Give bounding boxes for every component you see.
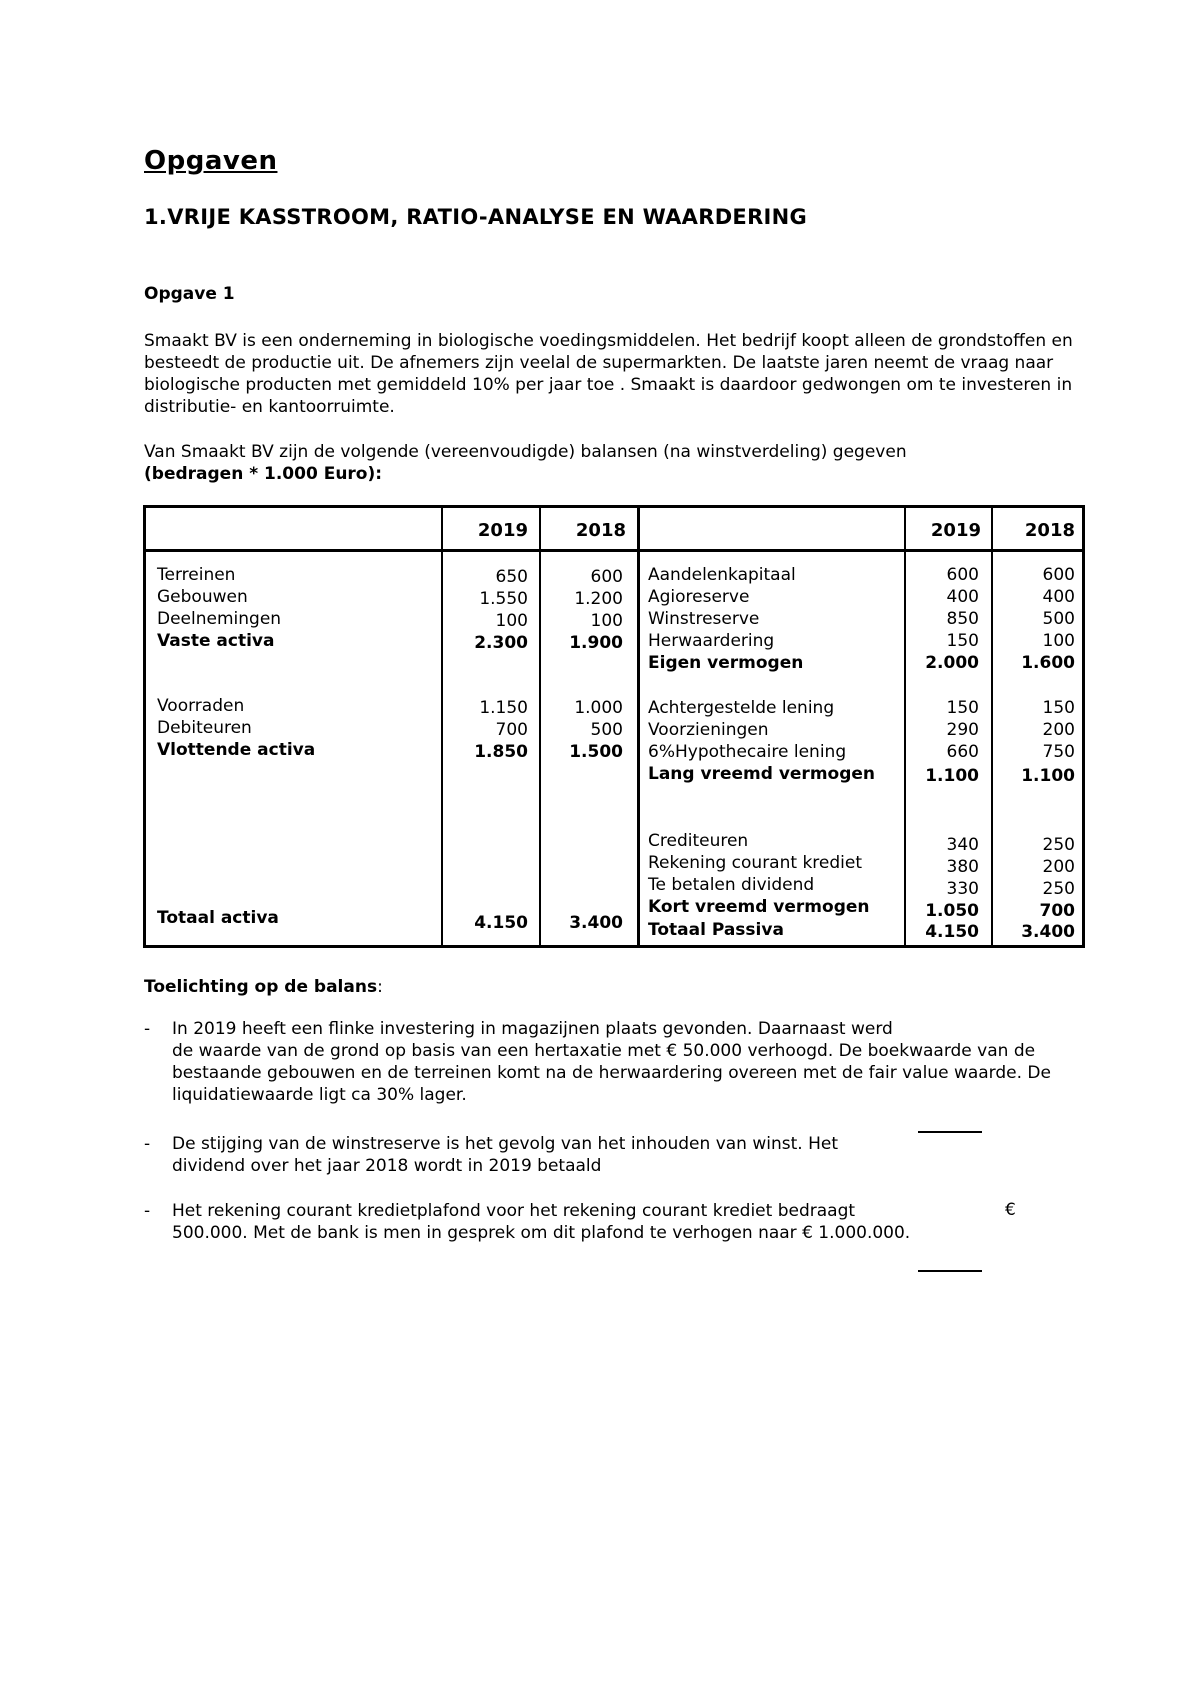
totaal-activa-label: Totaal activa <box>157 908 279 928</box>
passiva-value-2018: 250 <box>1042 879 1075 899</box>
passiva-row-label: Eigen vermogen <box>648 653 804 673</box>
col-divider-middle <box>637 508 640 945</box>
note-bullet <box>144 1200 1064 1244</box>
activa-value-2018: 500 <box>590 720 623 740</box>
activa-value-2019: 650 <box>495 567 528 587</box>
passiva-row-label: Rekening courant krediet <box>648 853 863 873</box>
header-activa-2019: 2019 <box>477 520 528 541</box>
balance-intro-units: (bedragen * 1.000 Euro): <box>144 464 383 484</box>
passiva-value-2018: 250 <box>1042 835 1075 855</box>
activa-value-2018: 1.200 <box>574 589 623 609</box>
totaal-activa-2019: 4.150 <box>474 913 528 933</box>
passiva-value-2019: 850 <box>946 609 979 629</box>
passiva-row-label: Lang vreemd vermogen <box>648 764 876 784</box>
euro-sign: € <box>1005 1200 1016 1220</box>
header-passiva-2018: 2018 <box>1024 520 1075 541</box>
bullet-dash: - <box>144 1019 151 1039</box>
passiva-row-label: Winstreserve <box>648 609 760 629</box>
notes-title-text: Toelichting op de balans <box>144 977 378 997</box>
totaal-passiva-2019: 4.150 <box>925 922 979 942</box>
passiva-row-label: Herwaardering <box>648 631 775 651</box>
passiva-row-label: 6%Hypothecaire lening <box>648 742 847 762</box>
bullet-dash: - <box>144 1134 151 1154</box>
header-passiva-2019: 2019 <box>930 520 981 541</box>
activa-value-2019: 700 <box>495 720 528 740</box>
activa-row-label: Gebouwen <box>157 587 248 607</box>
passiva-value-2019: 330 <box>946 879 979 899</box>
passiva-row-label: Crediteuren <box>648 831 749 851</box>
passiva-row-label: Voorzieningen <box>648 720 769 740</box>
passiva-row-label: Achtergestelde lening <box>648 698 835 718</box>
activa-value-2019: 2.300 <box>474 633 528 653</box>
passiva-row-label: Aandelenkapitaal <box>648 565 796 585</box>
underline-hypothecaire <box>918 1270 982 1272</box>
section-heading: 1.VRIJE KASSTROOM, RATIO-ANALYSE EN WAARDERING <box>144 205 808 229</box>
activa-row-label: Vlottende activa <box>157 740 316 760</box>
note-bullet-line1: In 2019 heeft een flinke investering in magazijnen plaats gevonden. Daarnaast werd <box>172 1019 893 1039</box>
intro-paragraph: Smaakt BV is een onderneming in biologische voedingsmiddelen. Het bedrijf koopt alleen de grondstoffen en besteedt de productie uit. De afnemers zijn veelal de supermarkten. De laatste jaren neemt de vraag naar biologische producten met gemiddeld 10% per jaar toe . Smaakt is daardoor gedwongen om te investeren in distributie- en kantoorruimte. <box>144 331 1073 417</box>
passiva-row-label: Kort vreemd vermogen <box>648 897 870 917</box>
balance-intro <box>144 441 1074 485</box>
activa-value-2018: 1.000 <box>574 698 623 718</box>
passiva-value-2019: 2.000 <box>925 653 979 673</box>
passiva-value-2019: 400 <box>946 587 979 607</box>
activa-value-2019: 1.850 <box>474 742 528 762</box>
activa-row-label: Terreinen <box>157 565 236 585</box>
activa-value-2018: 1.900 <box>569 633 623 653</box>
activa-row-label: Debiteuren <box>157 718 252 738</box>
totaal-passiva-label: Totaal Passiva <box>648 920 784 940</box>
notes-title <box>144 977 383 997</box>
activa-value-2019: 100 <box>495 611 528 631</box>
activa-value-2018: 1.500 <box>569 742 623 762</box>
header-activa-2018: 2018 <box>575 520 626 541</box>
activa-value-2018: 100 <box>590 611 623 631</box>
passiva-value-2018: 1.100 <box>1021 766 1075 786</box>
passiva-value-2019: 380 <box>946 857 979 877</box>
activa-row-label: Deelnemingen <box>157 609 282 629</box>
passiva-value-2018: 100 <box>1042 631 1075 651</box>
passiva-value-2019: 1.050 <box>925 901 979 921</box>
passiva-value-2018: 1.600 <box>1021 653 1075 673</box>
bullet-dash: - <box>144 1201 151 1221</box>
note-bullet <box>144 1133 1064 1177</box>
note-bullet-text: de waarde van de grond op basis van een hertaxatie met € 50.000 verhoogd. De boekwaarde van de bestaande gebouwen en de terreinen komt na de herwaardering overeen met de fair value waarde. De liquidatiewaarde ligt ca 30% lager. <box>172 1041 1051 1105</box>
passiva-value-2019: 1.100 <box>925 766 979 786</box>
note-bullet-text: 500.000. Met de bank is men in gesprek om dit plafond te verhogen naar € 1.000.000. <box>172 1223 911 1243</box>
note-bullet-line1: Het rekening courant kredietplafond voor het rekening courant krediet bedraagt <box>172 1201 856 1221</box>
passiva-value-2018: 150 <box>1042 698 1075 718</box>
passiva-value-2018: 700 <box>1039 901 1075 921</box>
passiva-value-2019: 150 <box>946 631 979 651</box>
note-bullet-text: dividend over het jaar 2018 wordt in 2019 betaald <box>172 1156 602 1176</box>
activa-value-2018: 600 <box>590 567 623 587</box>
passiva-value-2018: 400 <box>1042 587 1075 607</box>
passiva-value-2019: 600 <box>946 565 979 585</box>
passiva-value-2019: 340 <box>946 835 979 855</box>
passiva-value-2018: 200 <box>1042 857 1075 877</box>
passiva-value-2018: 500 <box>1042 609 1075 629</box>
totaal-activa-2018: 3.400 <box>569 913 623 933</box>
notes-title-colon: : <box>377 977 383 997</box>
passiva-value-2018: 750 <box>1042 742 1075 762</box>
note-bullet-line1: De stijging van de winstreserve is het gevolg van het inhouden van winst. Het <box>172 1134 838 1154</box>
activa-value-2019: 1.550 <box>479 589 528 609</box>
passiva-value-2018: 200 <box>1042 720 1075 740</box>
passiva-value-2019: 150 <box>946 698 979 718</box>
passiva-row-label: Agioreserve <box>648 587 750 607</box>
passiva-value-2019: 660 <box>946 742 979 762</box>
activa-row-label: Voorraden <box>157 696 245 716</box>
note-bullet <box>144 1018 1064 1106</box>
balance-sheet-table <box>143 505 1085 948</box>
activa-row-label: Vaste activa <box>157 631 275 651</box>
totaal-passiva-2018: 3.400 <box>1021 922 1075 942</box>
exercise-label: Opgave 1 <box>144 284 235 304</box>
activa-value-2019: 1.150 <box>479 698 528 718</box>
passiva-value-2019: 290 <box>946 720 979 740</box>
page-title: Opgaven <box>144 146 278 176</box>
header-divider <box>146 549 1082 552</box>
balance-intro-line: Van Smaakt BV zijn de volgende (vereenvoudigde) balansen (na winstverdeling) gegeven <box>144 442 907 462</box>
passiva-value-2018: 600 <box>1042 565 1075 585</box>
passiva-row-label: Te betalen dividend <box>648 875 815 895</box>
